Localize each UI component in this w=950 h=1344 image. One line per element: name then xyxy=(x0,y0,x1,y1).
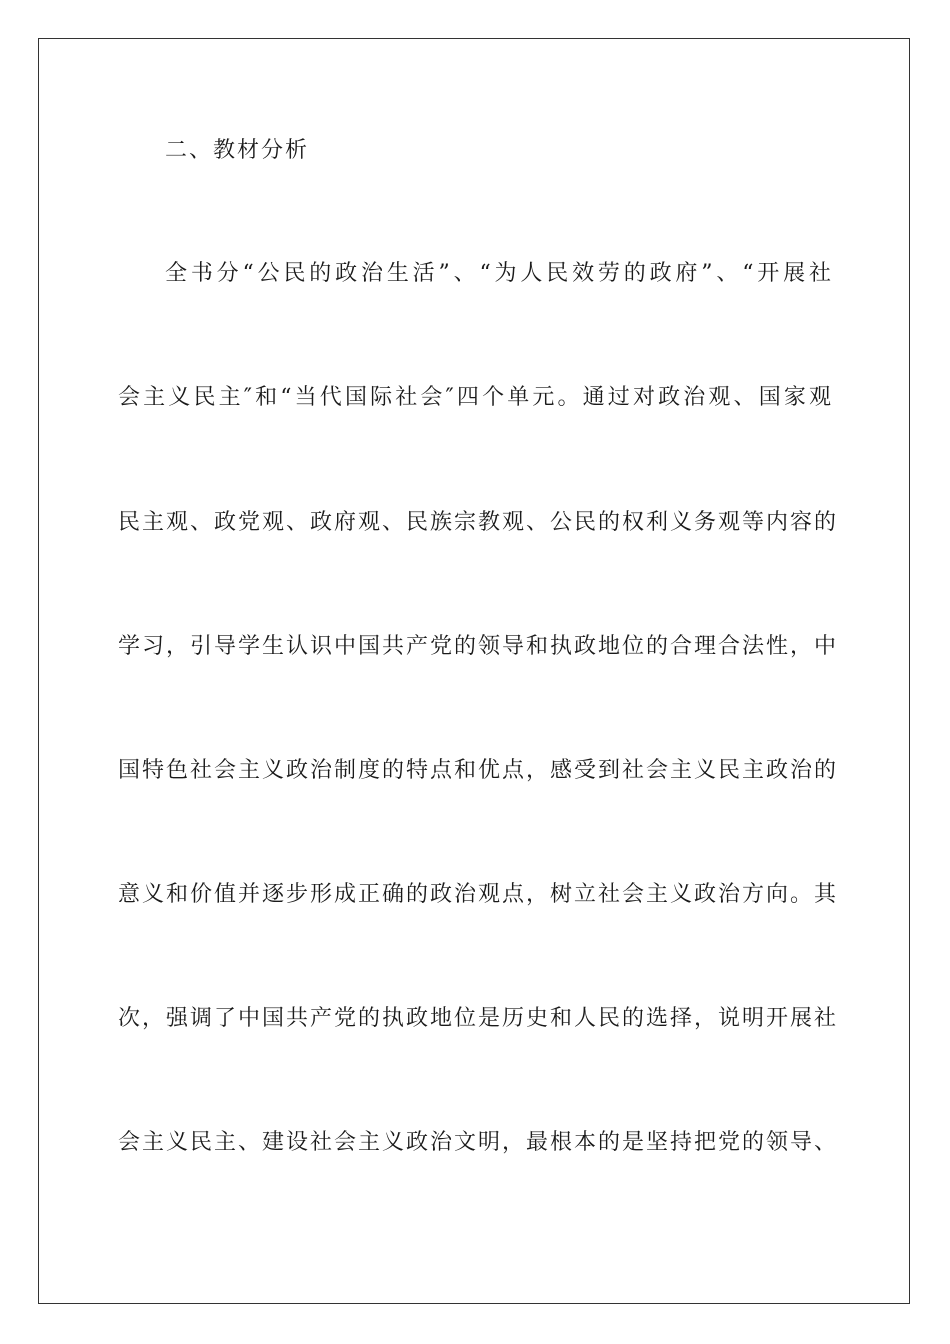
paragraph-line: 国特色社会主义政治制度的特点和优点，感受到社会主义民主政治的 xyxy=(118,758,839,783)
paragraph-line: 次，强调了中国共产党的执政地位是历史和人民的选择，说明开展社 xyxy=(118,1006,839,1031)
section-heading: 二、教材分析 xyxy=(165,138,310,163)
paragraph-line: 学习，引导学生认识中国共产党的领导和执政地位的合理合法性，中 xyxy=(118,634,839,659)
paragraph-line: 民主观、政党观、政府观、民族宗教观、公民的权利义务观等内容的 xyxy=(118,510,839,535)
paragraph-line: 全书分“公民的政治生活”、“为人民效劳的政府”、“开展社 xyxy=(165,261,833,286)
paragraph-line: 会主义民主″和“当代国际社会″四个单元。通过对政治观、国家观 xyxy=(118,385,833,410)
paragraph-line: 意义和价值并逐步形成正确的政治观点，树立社会主义政治方向。其 xyxy=(118,882,839,907)
page-border xyxy=(38,38,910,1304)
paragraph-line: 会主义民主、建设社会主义政治文明，最根本的是坚持把党的领导、 xyxy=(118,1130,839,1155)
